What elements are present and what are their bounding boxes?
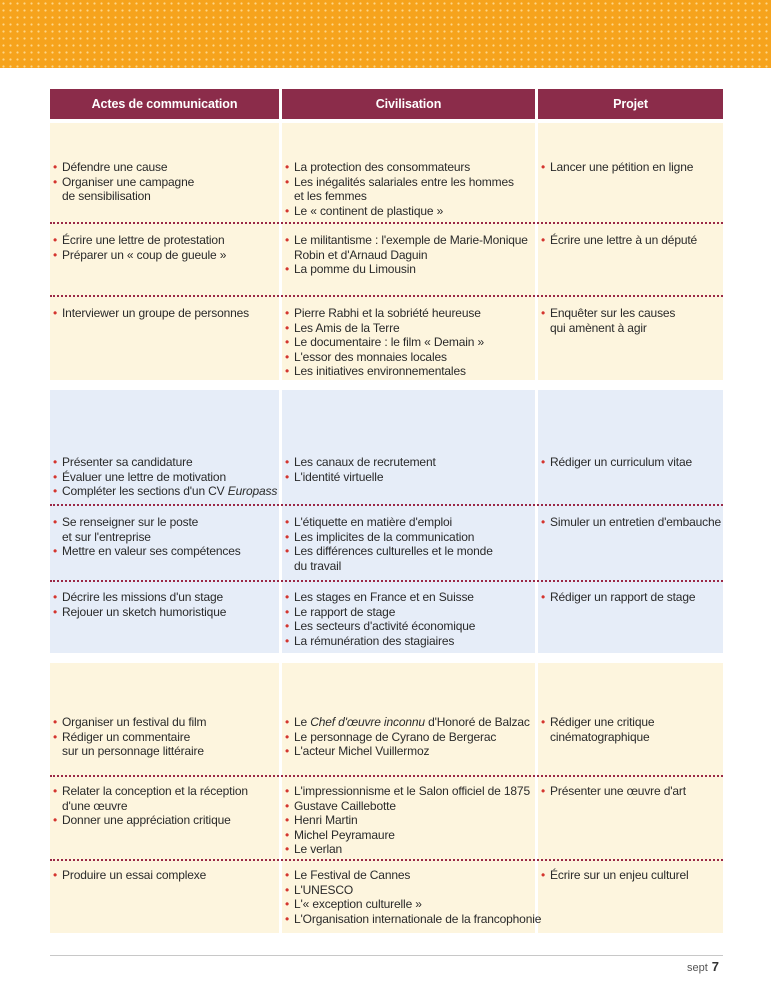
cell-civilisation [285,160,531,218]
list-item: • L'essor des monnaies locales [285,350,531,365]
list-item: • Organiser une campagne [53,175,275,190]
list-item: • Évaluer une lettre de motivation [53,470,275,485]
cell-communication [53,455,278,499]
section-3 [50,663,723,933]
list-item: • Compléter les sections d'un CV Europass [53,484,275,499]
footer-divider [50,955,723,956]
list-item: • Préparer un « coup de gueule » [53,248,275,263]
cell-communication [53,784,275,828]
cell-communication [53,868,275,883]
list-item: • L'impressionnisme et le Salon officiel de 1875 [285,784,531,799]
list-item-continuation: sur un personnage littéraire [62,744,204,758]
list-item: • Les stages en France et en Suisse [285,590,531,605]
page-footer [687,959,719,974]
list-item: • Se renseigner sur le poste [53,515,275,530]
cell-projet [541,515,721,530]
list-item: • Le « continent de plastique » [285,204,531,219]
row-separator [50,580,723,582]
list-item: • L'« exception culturelle » [285,897,531,912]
cell-civilisation [285,233,531,277]
list-item-continuation: d'une œuvre [62,798,128,813]
cell-projet [541,715,721,744]
list-item: • L'UNESCO [285,883,531,898]
list-item: • Lancer une pétition en ligne [541,160,721,175]
header-civilisation: Civilisation [282,89,535,119]
list-item: • Le Festival de Cannes [285,868,531,883]
row-separator [50,504,723,506]
list-item: • L'Organisation internationale de la francophonie [285,912,531,927]
row-separator [50,775,723,777]
list-item: • Relater la conception et la réception [53,784,275,799]
list-item: • Rédiger un curriculum vitae [541,455,721,470]
list-item: • Écrire sur un enjeu culturel [541,868,721,883]
cell-projet [541,868,721,883]
cell-communication [53,306,275,321]
list-item: • La rémunération des stagiaires [285,634,531,649]
list-item: • Le verlan [285,842,531,857]
list-item: • Les initiatives environnementales [285,364,531,379]
list-item: • La protection des consommateurs [285,160,531,175]
section-2 [50,390,723,653]
list-item: • Les canaux de recrutement [285,455,531,470]
cell-civilisation [285,868,542,926]
cell-civilisation [285,306,531,379]
list-item-continuation: et sur l'entreprise [62,529,151,544]
list-item: • Présenter une œuvre d'art [541,784,721,799]
list-item: • La pomme du Limousin [285,262,531,277]
list-item: • Les Amis de la Terre [285,321,531,336]
list-item: • Simuler un entretien d'embauche [541,515,721,530]
list-item: • Les secteurs d'activité économique [285,619,531,634]
cell-projet [541,455,721,470]
list-item: • Henri Martin [285,813,531,828]
list-item: • Le Chef d'œuvre inconnu d'Honoré de Balzac [285,715,531,730]
list-item: • Donner une appréciation critique [53,813,275,828]
list-item: • Le documentaire : le film « Demain » [285,335,531,350]
list-item: • Produire un essai complexe [53,868,275,883]
header-projet: Projet [538,89,723,119]
cell-communication [53,515,275,559]
cell-projet [541,784,721,799]
cell-communication [53,233,275,262]
row-separator [50,295,723,297]
list-item: • Écrire une lettre de protestation [53,233,275,248]
section-1 [50,123,723,380]
cell-civilisation [285,784,531,857]
cell-communication [53,590,275,619]
table-header [50,89,723,119]
list-item: • Rédiger une critique [541,715,721,730]
list-item: • Les inégalités salariales entre les hommes [285,175,531,190]
list-item: • Écrire une lettre à un député [541,233,721,248]
list-item: • Gustave Caillebotte [285,799,531,814]
page-number: 7 [711,959,719,974]
list-item: • Décrire les missions d'un stage [53,590,275,605]
header-actes-de-communication: Actes de communication [50,89,279,119]
cell-projet [541,306,721,335]
list-item: • Michel Peyramaure [285,828,531,843]
list-item-continuation: Robin et d'Arnaud Daguin [294,247,428,262]
page-word: sept [686,962,708,974]
list-item: • Rédiger un commentaire [53,730,275,745]
cell-civilisation [285,715,531,759]
list-item: • Le militantisme : l'exemple de Marie-Monique [285,233,531,248]
decorative-top-band [0,0,771,68]
list-item: • Les différences culturelles et le monde [285,544,531,559]
list-item-continuation: du travail [294,558,342,573]
cell-civilisation [285,590,531,648]
list-item: • Interviewer un groupe de personnes [53,306,275,321]
list-item: • Enquêter sur les causes [541,306,721,321]
list-item-continuation: cinématographique [550,729,650,744]
cell-civilisation [285,455,531,484]
list-item-continuation: qui amènent à agir [550,320,647,335]
list-item: • Mettre en valeur ses compétences [53,544,275,559]
row-separator [50,222,723,224]
row-separator [50,859,723,861]
list-item: • L'étiquette en matière d'emploi [285,515,531,530]
list-item: • Le personnage de Cyrano de Bergerac [285,730,531,745]
list-item: • Rejouer un sketch humoristique [53,605,275,620]
cell-communication [53,160,275,204]
list-item-continuation: de sensibilisation [62,189,151,203]
list-item-continuation: et les femmes [294,189,367,203]
list-item: • L'identité virtuelle [285,470,531,485]
cell-projet [541,160,721,175]
list-item: • Les implicites de la communication [285,530,531,545]
list-item: • L'acteur Michel Vuillermoz [285,744,531,759]
list-item: • Pierre Rabhi et la sobriété heureuse [285,306,531,321]
cell-projet [541,590,721,605]
list-item: • Organiser un festival du film [53,715,275,730]
list-item: • Défendre une cause [53,160,275,175]
list-item: • Le rapport de stage [285,605,531,620]
cell-communication [53,715,275,759]
cell-civilisation [285,515,531,573]
cell-projet [541,233,721,248]
list-item: • Présenter sa candidature [53,455,275,470]
list-item: • Rédiger un rapport de stage [541,590,721,605]
